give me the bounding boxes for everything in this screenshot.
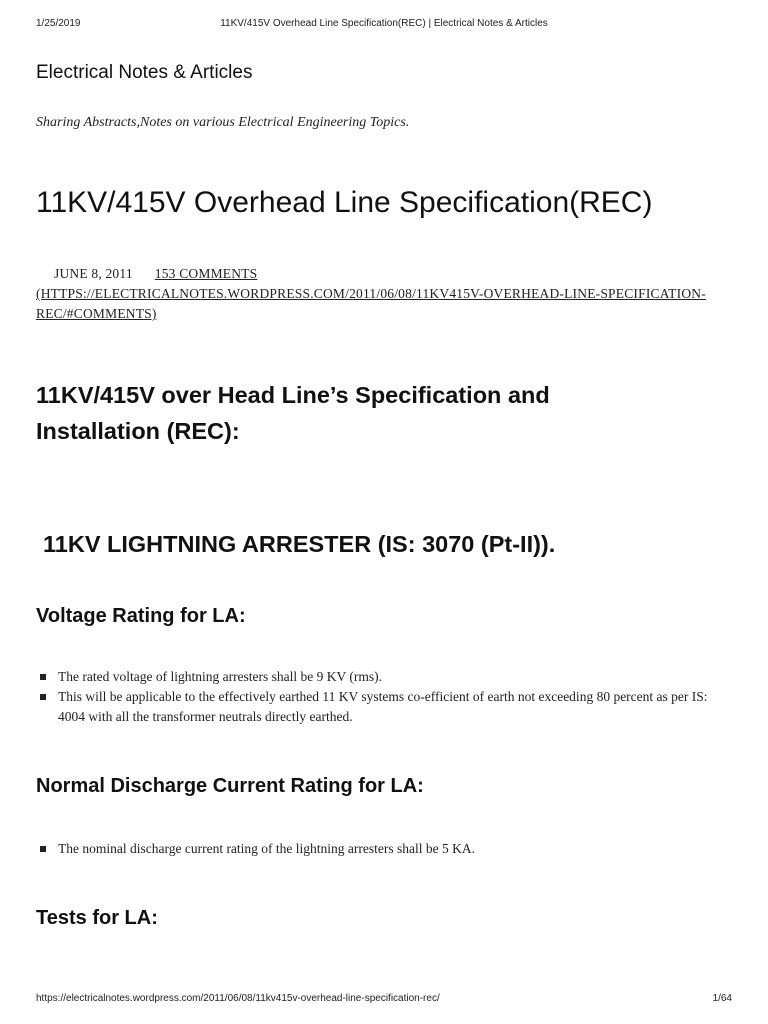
print-url: https://electricalnotes.wordpress.com/2011/06/08/11kv415v-overhead-line-specification-rec/: [36, 993, 440, 1004]
site-title[interactable]: Electrical Notes & Articles: [36, 62, 253, 83]
list-item: [36, 687, 736, 727]
list-item-text: This will be applicable to the effectively earthed 11 KV systems co-efficient of earth not exceeding 80 percent as per IS: 4004 with all the transformer neutrals directly earthed.: [58, 689, 708, 724]
list-item-text: The nominal discharge current rating of the lightning arresters shall be 5 KA.: [58, 841, 476, 856]
post-meta: [36, 264, 736, 324]
discharge-rating-list: [36, 839, 736, 859]
print-date: 1/25/2019: [36, 18, 81, 29]
comments-url[interactable]: (HTTPS://ELECTRICALNOTES.WORDPRESS.COM/2011/06/08/11KV415V-OVERHEAD-LINE-SPECIFICATION-REC/#COMMENTS): [36, 286, 706, 321]
main-heading: 11KV/415V over Head Line’s Specification and Installation (REC):: [36, 382, 550, 444]
list-item: [36, 839, 736, 859]
post-title: 11KV/415V Overhead Line Specification(REC): [36, 186, 653, 219]
site-tagline: Sharing Abstracts,Notes on various Electrical Engineering Topics.: [36, 115, 410, 130]
section-heading: 11KV LIGHTNING ARRESTER (IS: 3070 (Pt-II)).: [43, 531, 556, 557]
post-date: JUNE 8, 2011: [54, 266, 133, 281]
square-bullet-icon: [40, 674, 46, 680]
comments-link[interactable]: [36, 266, 706, 321]
comments-count[interactable]: 153 COMMENTS: [154, 266, 258, 281]
voltage-rating-list: [36, 667, 736, 727]
print-page-title: 11KV/415V Overhead Line Specification(REC) | Electrical Notes & Articles: [220, 18, 548, 29]
square-bullet-icon: [40, 694, 46, 700]
page-number: 1/64: [712, 993, 732, 1004]
tests-heading: Tests for LA:: [36, 907, 158, 929]
list-item-text: The rated voltage of lightning arresters shall be 9 KV (rms).: [58, 669, 383, 684]
voltage-rating-heading: Voltage Rating for LA:: [36, 605, 246, 627]
print-header: [36, 18, 732, 32]
list-item: [36, 667, 736, 687]
discharge-rating-heading: Normal Discharge Current Rating for LA:: [36, 775, 424, 797]
square-bullet-icon: [40, 846, 46, 852]
print-footer: [36, 993, 732, 1007]
